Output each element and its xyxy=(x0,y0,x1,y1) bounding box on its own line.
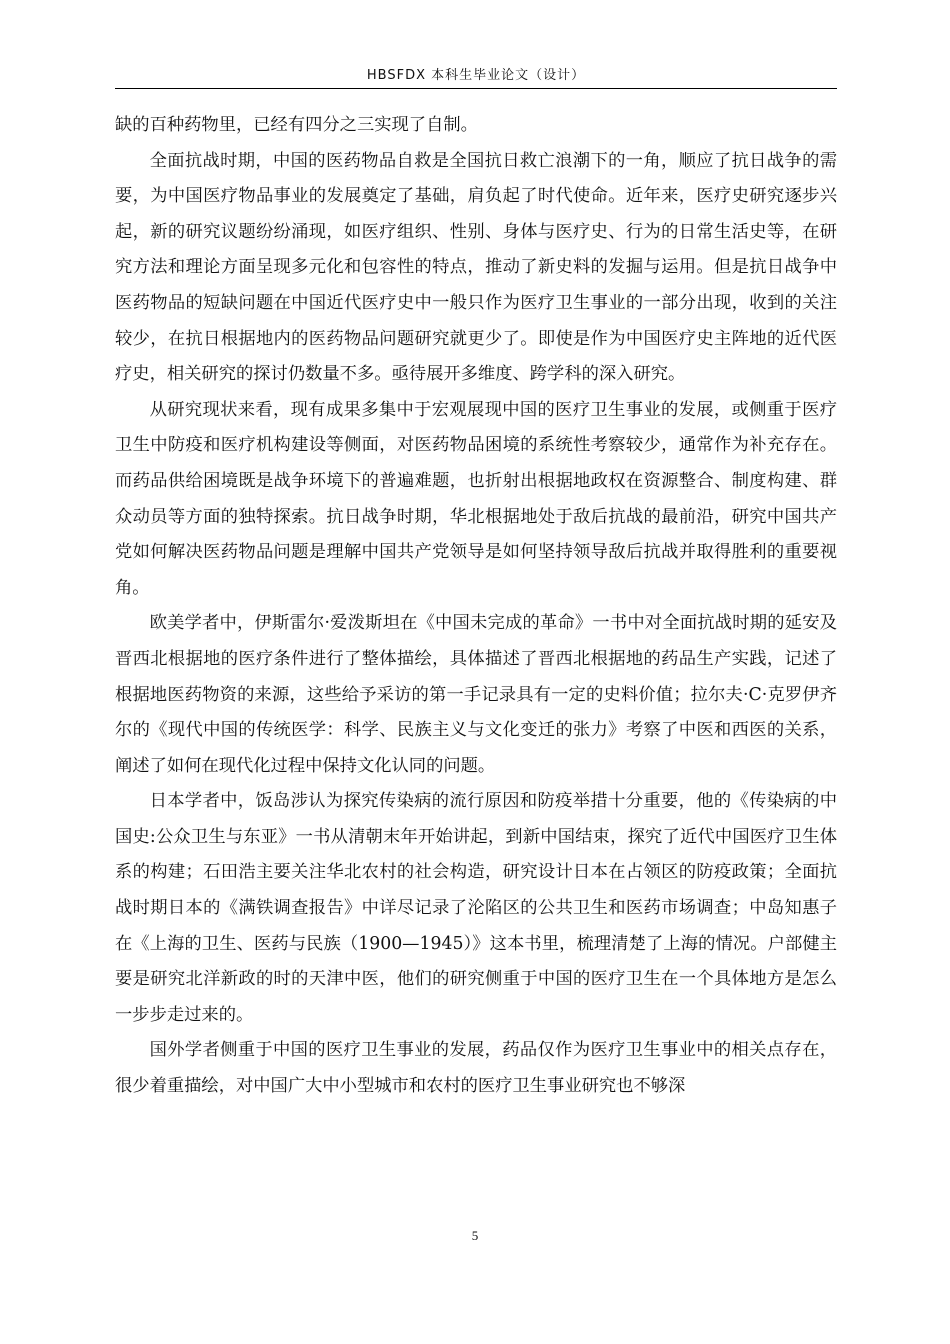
paragraph-foreign-scholars: 国外学者侧重于中国的医疗卫生事业的发展，药品仅作为医疗卫生事业中的相关点存在，很少着重描绘，对中国广大中小型城市和农村的医疗卫生事业研究也不够深 xyxy=(115,1040,837,1097)
paragraph-western-scholars: 欧美学者中，伊斯雷尔·爱泼斯坦在《中国未完成的革命》一书中对全面抗战时期的延安及晋西北根据地的医疗条件进行了整体描绘，具体描述了晋西北根据地的药品生产实践，记述了根据地医药物资的来源，这些给予采访的第一手记录具有一定的史料价值；拉尔夫·C·克罗伊齐尔的《现代中国的传统医学：科学、民族主义与文化变迁的张力》考察了中医和西医的关系，阐述了如何在现代化过程中保持文化认同的问题。 xyxy=(115,613,837,776)
header-title: HBSFDX 本科生毕业论文（设计） xyxy=(366,68,586,83)
paragraph-japanese-scholars: 日本学者中，饭岛涉认为探究传染病的流行原因和防疫举措十分重要，他的《传染病的中国史:公众卫生与东亚》一书从清朝末年开始讲起，到新中国结束，探究了近代中国医疗卫生体系的构建；石田浩主要关注华北农村的社会构造，研究设计日本在占领区的防疫政策；全面抗战时期日本的《满铁调查报告》中详尽记录了沦陷区的公共卫生和医药市场调查；中岛知惠子在《上海的卫生、医药与民族（1900—1945）》这本书里，梳理清楚了上海的情况。户部健主要是研究北洋新政的时的天津中医，他们的研究侧重于中国的医疗卫生在一个具体地方是怎么一步步走过来的。 xyxy=(115,791,837,1025)
page-header xyxy=(115,66,837,89)
body-text xyxy=(115,108,837,1105)
page-number: 5 xyxy=(471,1228,479,1243)
paragraph-research-status: 从研究现状来看，现有成果多集中于宏观展现中国的医疗卫生事业的发展，或侧重于医疗卫生中防疫和医疗机构建设等侧面，对医药物品困境的系统性考察较少，通常作为补充存在。而药品供给困境既是战争环境下的普遍难题，也折射出根据地政权在资源整合、制度构建、群众动员等方面的独特探索。抗日战争时期，华北根据地处于敌后抗战的最前沿，研究中国共产党如何解决医药物品问题是理解中国共产党领导是如何坚持领导敌后抗战并取得胜利的重要视角。 xyxy=(115,399,837,598)
paragraph-continuation: 缺的百种药物里，已经有四分之三实现了自制。 xyxy=(115,115,478,135)
paragraph-war-self-rescue: 全面抗战时期，中国的医药物品自救是全国抗日救亡浪潮下的一角，顺应了抗日战争的需要，为中国医疗物品事业的发展奠定了基础，肩负起了时代使命。近年来，医疗史研究逐步兴起，新的研究议题纷纷涌现，如医疗组织、性别、身体与医疗史、行为的日常生活史等，在研究方法和理论方面呈现多元化和包容性的特点，推动了新史料的发掘与运用。但是抗日战争中医药物品的短缺问题在中国近代医疗史中一般只作为医疗卫生事业的一部分出现，收到的关注较少，在抗日根据地内的医药物品问题研究就更少了。即使是作为中国医疗史主阵地的近代医疗史，相关研究的探讨仍数量不多。亟待展开多维度、跨学科的深入研究。 xyxy=(115,150,837,385)
